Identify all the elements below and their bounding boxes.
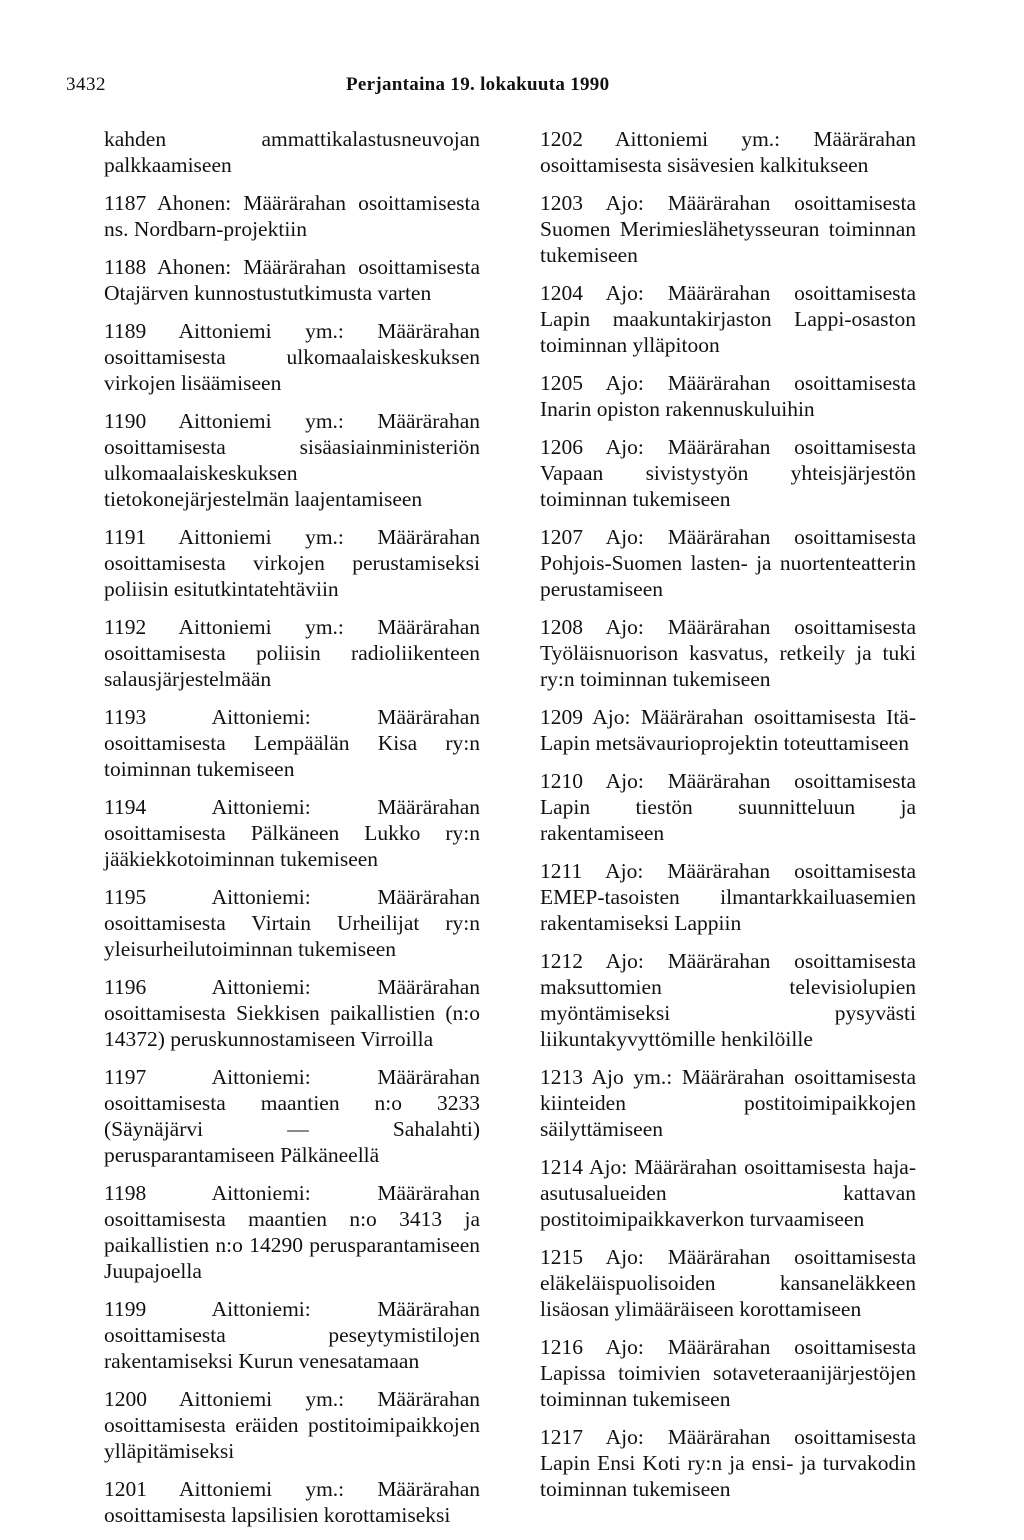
list-item: 1209 Ajo: Määrärahan osoittamisesta Itä-Lapin metsävaurioprojektin toteuttamiseen <box>540 705 916 755</box>
list-item: 1216 Ajo: Määrärahan osoittamisesta Lapissa toimivien sotaveteraanijärjestöjen toiminnan tukemiseen <box>540 1335 916 1411</box>
list-item: 1203 Ajo: Määrärahan osoittamisesta Suomen Merimieslähetysseuran toiminnan tukemiseen <box>540 191 916 267</box>
list-item: 1191 Aittoniemi ym.: Määrärahan osoittamisesta virkojen perustamiseksi poliisin esitutkintatehtäviin <box>104 525 480 601</box>
list-item: 1213 Ajo ym.: Määrärahan osoittamisesta kiinteiden postitoimipaikkojen säilyttämiseen <box>540 1065 916 1141</box>
list-item: 1212 Ajo: Määrärahan osoittamisesta maksuttomien televisiolupien myöntämiseksi pysyvästi liikuntakyvyttömille henkilöille <box>540 949 916 1051</box>
list-item: 1201 Aittoniemi ym.: Määrärahan osoittamisesta lapsilisien korottamiseksi <box>104 1477 480 1527</box>
page-header <box>0 74 1024 104</box>
list-item: 1205 Ajo: Määrärahan osoittamisesta Inarin opiston rakennuskuluihin <box>540 371 916 421</box>
list-item: 1192 Aittoniemi ym.: Määrärahan osoittamisesta poliisin radioliikenteen salausjärjestelmään <box>104 615 480 691</box>
list-item: 1193 Aittoniemi: Määrärahan osoittamisesta Lempäälän Kisa ry:n toiminnan tukemiseen <box>104 705 480 781</box>
list-item: 1188 Ahonen: Määrärahan osoittamisesta Otajärven kunnostustutkimusta varten <box>104 255 480 305</box>
list-item: 1204 Ajo: Määrärahan osoittamisesta Lapin maakuntakirjaston Lappi-osaston toiminnan ylläpitoon <box>540 281 916 357</box>
list-item: 1214 Ajo: Määrärahan osoittamisesta haja-asutusalueiden kattavan postitoimipaikkaverkon turvaamiseen <box>540 1155 916 1231</box>
list-item: 1197 Aittoniemi: Määrärahan osoittamisesta maantien n:o 3233 (Säynäjärvi — Sahalahti) perusparantamiseen Pälkäneellä <box>104 1065 480 1167</box>
list-item: 1187 Ahonen: Määrärahan osoittamisesta ns. Nordbarn-projektiin <box>104 191 480 241</box>
running-head: Perjantaina 19. lokakuuta 1990 <box>346 74 610 95</box>
list-item: 1207 Ajo: Määrärahan osoittamisesta Pohjois-Suomen lasten- ja nuortenteatterin perustamiseen <box>540 525 916 601</box>
list-item: 1195 Aittoniemi: Määrärahan osoittamisesta Virtain Urheilijat ry:n yleisurheilutoiminnan tukemiseen <box>104 885 480 961</box>
page-number: 3432 <box>66 74 106 95</box>
left-column <box>104 126 480 1540</box>
list-item: 1194 Aittoniemi: Määrärahan osoittamisesta Pälkäneen Lukko ry:n jääkiekkotoiminnan tukemiseen <box>104 795 480 871</box>
list-item: 1196 Aittoniemi: Määrärahan osoittamisesta Siekkisen paikallistien (n:o 14372) peruskunnostamiseen Virroilla <box>104 975 480 1051</box>
list-item: 1208 Ajo: Määrärahan osoittamisesta Työläisnuorison kasvatus, retkeily ja tuki ry:n toiminnan tukemiseen <box>540 615 916 691</box>
list-item: 1206 Ajo: Määrärahan osoittamisesta Vapaan sivistystyön yhteisjärjestön toiminnan tukemiseen <box>540 435 916 511</box>
list-item: 1217 Ajo: Määrärahan osoittamisesta Lapin Ensi Koti ry:n ja ensi- ja turvakodin toiminnan tukemiseen <box>540 1425 916 1501</box>
list-item: 1210 Ajo: Määrärahan osoittamisesta Lapin tiestön suunnitteluun ja rakentamiseen <box>540 769 916 845</box>
list-item: 1202 Aittoniemi ym.: Määrärahan osoittamisesta sisävesien kalkitukseen <box>540 127 916 177</box>
list-item: 1189 Aittoniemi ym.: Määrärahan osoittamisesta ulkomaalaiskeskuksen virkojen lisäämiseen <box>104 319 480 395</box>
list-item: kahden ammattikalastusneuvojan palkkaamiseen <box>104 127 480 177</box>
right-column <box>540 126 916 1514</box>
list-item: 1200 Aittoniemi ym.: Määrärahan osoittamisesta eräiden postitoimipaikkojen ylläpitämiseksi <box>104 1387 480 1463</box>
list-item: 1215 Ajo: Määrärahan osoittamisesta eläkeläispuolisoiden kansaneläkkeen lisäosan ylimääräiseen korottamiseen <box>540 1245 916 1321</box>
list-item: 1190 Aittoniemi ym.: Määrärahan osoittamisesta sisäasiainministeriön ulkomaalaiskeskuksen tietokonejärjestelmän laajentamiseen <box>104 409 480 511</box>
list-item: 1198 Aittoniemi: Määrärahan osoittamisesta maantien n:o 3413 ja paikallistien n:o 14290 perusparantamiseen Juupajoella <box>104 1181 480 1283</box>
list-item: 1211 Ajo: Määrärahan osoittamisesta EMEP-tasoisten ilmantarkkailuasemien rakentamiseksi Lappiin <box>540 859 916 935</box>
list-item: 1199 Aittoniemi: Määrärahan osoittamisesta peseytymistilojen rakentamiseksi Kurun venesatamaan <box>104 1297 480 1373</box>
